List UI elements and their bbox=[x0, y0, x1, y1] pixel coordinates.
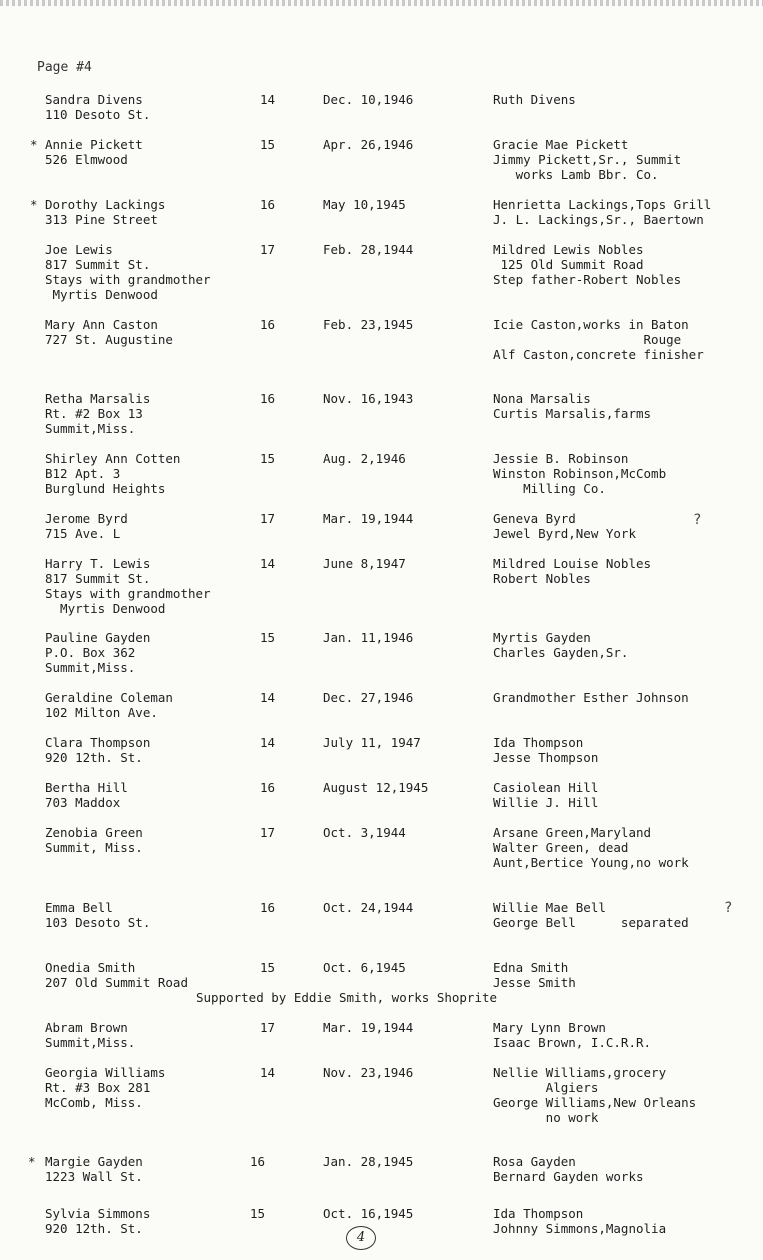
birth-date: Mar. 19,1944 bbox=[323, 1020, 414, 1035]
parent-info bbox=[493, 511, 636, 541]
parent-line: Geneva Byrd bbox=[493, 511, 576, 526]
parent-line: Mildred Louise Nobles bbox=[493, 556, 652, 571]
student-info bbox=[45, 197, 165, 227]
birth-date: August 12,1945 bbox=[323, 780, 429, 795]
asterisk-mark: * bbox=[30, 137, 38, 152]
student-age: 17 bbox=[260, 825, 276, 840]
student-info bbox=[45, 690, 173, 720]
student-name: Georgia Williams bbox=[45, 1065, 166, 1080]
birth-date: Oct. 3,1944 bbox=[323, 825, 406, 840]
parent-line: Mildred Lewis Nobles bbox=[493, 242, 644, 257]
student-address-line: 526 Elmwood bbox=[45, 152, 128, 167]
student-info bbox=[45, 1020, 135, 1050]
student-info bbox=[45, 630, 150, 675]
student-info bbox=[45, 900, 150, 930]
parent-info bbox=[493, 137, 681, 182]
parent-line: no work bbox=[493, 1110, 599, 1125]
parent-line: Jesse Thompson bbox=[493, 750, 599, 765]
student-age: 15 bbox=[260, 451, 276, 466]
student-name: Pauline Gayden bbox=[45, 630, 151, 645]
parent-info bbox=[493, 735, 598, 765]
asterisk-mark: * bbox=[28, 1154, 36, 1169]
student-info bbox=[45, 735, 150, 765]
student-address-line: 102 Milton Ave. bbox=[45, 705, 158, 720]
student-name: Mary Ann Caston bbox=[45, 317, 158, 332]
parent-line: Jesse Smith bbox=[493, 975, 576, 990]
student-address-line: 207 Old Summit Road bbox=[45, 975, 188, 990]
parent-line: Ruth Divens bbox=[493, 92, 576, 107]
parent-line: Mary Lynn Brown bbox=[493, 1020, 606, 1035]
page-number: 4 bbox=[346, 1226, 376, 1250]
student-address-line: Summit,Miss. bbox=[45, 421, 136, 436]
student-name: Abram Brown bbox=[45, 1020, 128, 1035]
student-age: 15 bbox=[260, 630, 276, 645]
parent-line: Rosa Gayden bbox=[493, 1154, 576, 1169]
parent-line: George Williams,New Orleans bbox=[493, 1095, 697, 1110]
margin-mark: ? bbox=[693, 512, 702, 528]
student-age: 17 bbox=[260, 242, 276, 257]
birth-date: Feb. 28,1944 bbox=[323, 242, 414, 257]
student-age: 14 bbox=[260, 92, 276, 107]
student-name: Shirley Ann Cotten bbox=[45, 451, 181, 466]
parent-line: Isaac Brown, I.C.R.R. bbox=[493, 1035, 652, 1050]
birth-date: July 11, 1947 bbox=[323, 735, 421, 750]
student-info bbox=[45, 451, 180, 496]
parent-info bbox=[493, 1154, 644, 1184]
student-address-line: Summit, Miss. bbox=[45, 840, 143, 855]
parent-info bbox=[493, 1020, 651, 1050]
parent-line: Winston Robinson,McComb bbox=[493, 466, 667, 481]
student-address-line: 1223 Wall St. bbox=[45, 1169, 143, 1184]
parent-info bbox=[493, 197, 711, 227]
student-age: 17 bbox=[260, 511, 276, 526]
parent-line: Algiers bbox=[493, 1080, 599, 1095]
parent-line: Willie J. Hill bbox=[493, 795, 599, 810]
parent-info bbox=[493, 690, 689, 705]
student-age: 16 bbox=[260, 197, 276, 212]
parent-line: Nona Marsalis bbox=[493, 391, 591, 406]
parent-line: works Lamb Bbr. Co. bbox=[493, 167, 659, 182]
parent-line: George Bell separated bbox=[493, 915, 689, 930]
birth-date: Feb. 23,1945 bbox=[323, 317, 414, 332]
student-name: Zenobia Green bbox=[45, 825, 143, 840]
student-age: 16 bbox=[250, 1154, 266, 1169]
student-age: 15 bbox=[260, 960, 276, 975]
parent-line: Casiolean Hill bbox=[493, 780, 599, 795]
student-info bbox=[45, 137, 143, 167]
parent-info bbox=[493, 1065, 696, 1125]
student-age: 15 bbox=[260, 137, 276, 152]
student-address-line: Stays with grandmother bbox=[45, 586, 211, 601]
student-address-line: 313 Pine Street bbox=[45, 212, 158, 227]
student-name: Onedia Smith bbox=[45, 960, 136, 975]
student-age: 14 bbox=[260, 1065, 276, 1080]
parent-line: Myrtis Gayden bbox=[493, 630, 591, 645]
student-age: 16 bbox=[260, 391, 276, 406]
parent-info bbox=[493, 451, 666, 496]
parent-line: Grandmother Esther Johnson bbox=[493, 690, 689, 705]
student-address-line: 817 Summit St. bbox=[45, 571, 151, 586]
birth-date: Dec. 10,1946 bbox=[323, 92, 414, 107]
parent-line: Arsane Green,Maryland bbox=[493, 825, 652, 840]
parent-line: Step father-Robert Nobles bbox=[493, 272, 682, 287]
parent-info bbox=[493, 317, 704, 362]
parent-line: 125 Old Summit Road bbox=[493, 257, 644, 272]
parent-line: Ida Thompson bbox=[493, 735, 584, 750]
student-name: Dorothy Lackings bbox=[45, 197, 166, 212]
birth-date: Jan. 28,1945 bbox=[323, 1154, 414, 1169]
student-name: Clara Thompson bbox=[45, 735, 151, 750]
parent-line: J. L. Lackings,Sr., Baertown bbox=[493, 212, 704, 227]
parent-line: Ida Thompson bbox=[493, 1206, 584, 1221]
student-age: 14 bbox=[260, 735, 276, 750]
student-address-line: Rt. #2 Box 13 bbox=[45, 406, 143, 421]
student-info bbox=[45, 960, 188, 990]
student-name: Bertha Hill bbox=[45, 780, 128, 795]
student-name: Sylvia Simmons bbox=[45, 1206, 151, 1221]
parent-info bbox=[493, 825, 689, 870]
student-info bbox=[45, 1206, 150, 1236]
student-age: 14 bbox=[260, 556, 276, 571]
support-note: Supported by Eddie Smith, works Shoprite bbox=[196, 990, 498, 1005]
student-name: Harry T. Lewis bbox=[45, 556, 151, 571]
student-address-line: 703 Maddox bbox=[45, 795, 121, 810]
parent-info bbox=[493, 1206, 666, 1236]
parent-line: Charles Gayden,Sr. bbox=[493, 645, 629, 660]
parent-line: Jewel Byrd,New York bbox=[493, 526, 636, 541]
parent-line: Edna Smith bbox=[493, 960, 569, 975]
birth-date: Dec. 27,1946 bbox=[323, 690, 414, 705]
student-name: Emma Bell bbox=[45, 900, 113, 915]
birth-date: Jan. 11,1946 bbox=[323, 630, 414, 645]
birth-date: Apr. 26,1946 bbox=[323, 137, 414, 152]
student-address-line: P.O. Box 362 bbox=[45, 645, 136, 660]
student-address-line: McComb, Miss. bbox=[45, 1095, 143, 1110]
student-address-line: B12 Apt. 3 bbox=[45, 466, 121, 481]
parent-line: Nellie Williams,grocery bbox=[493, 1065, 667, 1080]
student-age: 14 bbox=[260, 690, 276, 705]
student-info bbox=[45, 780, 128, 810]
student-address-line: Burglund Heights bbox=[45, 481, 166, 496]
margin-mark: ? bbox=[724, 900, 733, 916]
student-address-line: 103 Desoto St. bbox=[45, 915, 151, 930]
student-address-line: 110 Desoto St. bbox=[45, 107, 151, 122]
student-address-line: Summit,Miss. bbox=[45, 660, 136, 675]
parent-line: Gracie Mae Pickett bbox=[493, 137, 629, 152]
student-info bbox=[45, 1154, 143, 1184]
parent-info bbox=[493, 780, 598, 810]
student-address-line: 817 Summit St. bbox=[45, 257, 151, 272]
parent-info bbox=[493, 92, 576, 107]
parent-line: Icie Caston,works in Baton bbox=[493, 317, 689, 332]
student-address-line: 727 St. Augustine bbox=[45, 332, 173, 347]
student-address-line: 920 12th. St. bbox=[45, 1221, 143, 1236]
student-name: Annie Pickett bbox=[45, 137, 143, 152]
page-label: Page #4 bbox=[37, 60, 92, 75]
parent-line: Willie Mae Bell bbox=[493, 900, 606, 915]
student-info bbox=[45, 556, 211, 616]
student-info bbox=[45, 1065, 165, 1110]
parent-line: Milling Co. bbox=[493, 481, 606, 496]
parent-line: Aunt,Bertice Young,no work bbox=[493, 855, 689, 870]
student-info bbox=[45, 242, 211, 302]
student-age: 17 bbox=[260, 1020, 276, 1035]
student-age: 16 bbox=[260, 780, 276, 795]
student-address-line: 715 Ave. L bbox=[45, 526, 121, 541]
student-age: 16 bbox=[260, 317, 276, 332]
student-name: Geraldine Coleman bbox=[45, 690, 173, 705]
parent-line: Walter Green, dead bbox=[493, 840, 629, 855]
student-name: Jerome Byrd bbox=[45, 511, 128, 526]
birth-date: Oct. 6,1945 bbox=[323, 960, 406, 975]
student-name: Retha Marsalis bbox=[45, 391, 151, 406]
student-name: Margie Gayden bbox=[45, 1154, 143, 1169]
student-name: Sandra Divens bbox=[45, 92, 143, 107]
student-age: 16 bbox=[260, 900, 276, 915]
student-info bbox=[45, 92, 150, 122]
parent-info bbox=[493, 391, 651, 421]
parent-line: Bernard Gayden works bbox=[493, 1169, 644, 1184]
birth-date: June 8,1947 bbox=[323, 556, 406, 571]
student-info bbox=[45, 511, 128, 541]
parent-info bbox=[493, 960, 576, 990]
student-address-line: Rt. #3 Box 281 bbox=[45, 1080, 151, 1095]
parent-line: Curtis Marsalis,farms bbox=[493, 406, 652, 421]
student-address-line: Summit,Miss. bbox=[45, 1035, 136, 1050]
parent-line: Rouge bbox=[493, 332, 682, 347]
parent-info bbox=[493, 242, 681, 287]
parent-line: Jessie B. Robinson bbox=[493, 451, 629, 466]
parent-line: Alf Caston,concrete finisher bbox=[493, 347, 704, 362]
student-address-line: Stays with grandmother bbox=[45, 272, 211, 287]
top-perforation bbox=[0, 0, 763, 6]
parent-line: Jimmy Pickett,Sr., Summit bbox=[493, 152, 682, 167]
birth-date: Aug. 2,1946 bbox=[323, 451, 406, 466]
parent-info bbox=[493, 900, 689, 930]
student-age: 15 bbox=[250, 1206, 266, 1221]
parent-line: Henrietta Lackings,Tops Grill bbox=[493, 197, 712, 212]
student-info bbox=[45, 391, 150, 436]
parent-line: Johnny Simmons,Magnolia bbox=[493, 1221, 667, 1236]
student-address-line: 920 12th. St. bbox=[45, 750, 143, 765]
birth-date: May 10,1945 bbox=[323, 197, 406, 212]
parent-info bbox=[493, 556, 651, 586]
parent-line: Robert Nobles bbox=[493, 571, 591, 586]
birth-date: Oct. 16,1945 bbox=[323, 1206, 414, 1221]
student-info bbox=[45, 825, 143, 855]
birth-date: Nov. 23,1946 bbox=[323, 1065, 414, 1080]
birth-date: Oct. 24,1944 bbox=[323, 900, 414, 915]
birth-date: Mar. 19,1944 bbox=[323, 511, 414, 526]
student-info bbox=[45, 317, 173, 347]
student-name: Joe Lewis bbox=[45, 242, 113, 257]
student-address-line: Myrtis Denwood bbox=[45, 601, 166, 616]
student-address-line: Myrtis Denwood bbox=[45, 287, 158, 302]
asterisk-mark: * bbox=[30, 197, 38, 212]
parent-info bbox=[493, 630, 628, 660]
birth-date: Nov. 16,1943 bbox=[323, 391, 414, 406]
